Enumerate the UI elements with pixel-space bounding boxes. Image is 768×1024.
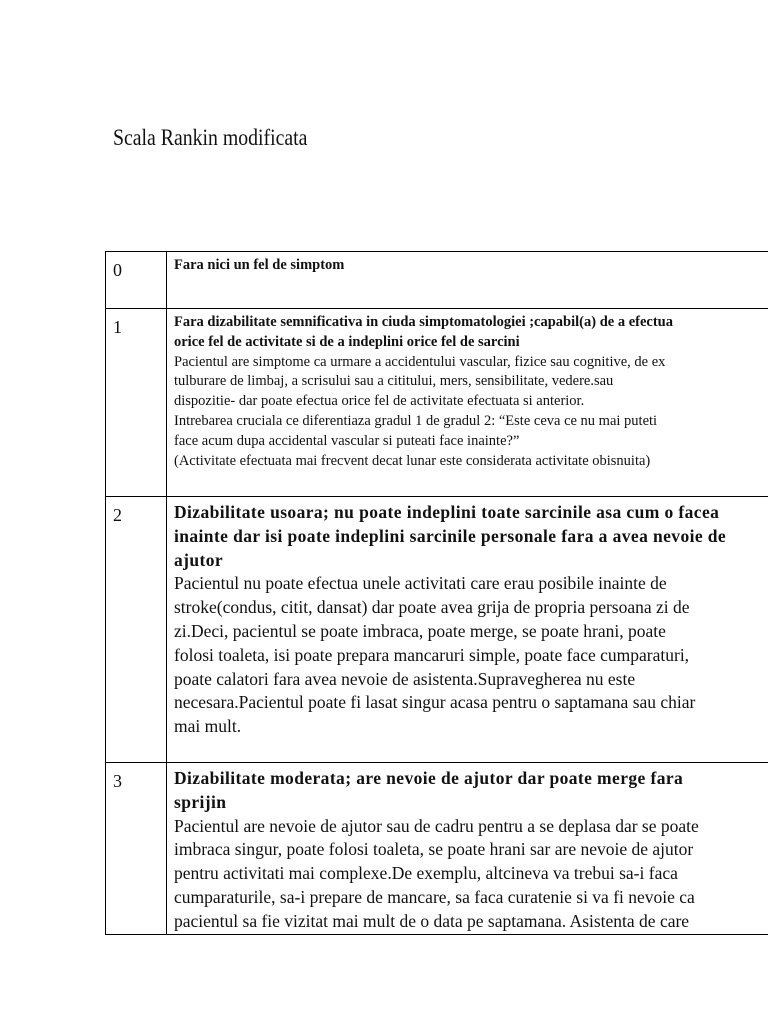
grade-number: 2 — [113, 505, 122, 525]
description-line: zi.Deci, pacientul se poate imbraca, poate merge, se poate hrani, poate — [174, 620, 666, 641]
document-title: Scala Rankin modificata — [113, 125, 308, 150]
description-line: dispozitie- dar poate efectua orice fel de activitate efectuata si anterior. — [174, 393, 585, 410]
description-line: face acum dupa accidental vascular si puteati face inainte?” — [174, 432, 520, 449]
grade-cell — [106, 497, 167, 763]
grade-heading: inainte dar isi poate indeplini sarcinile personale fara a avea nevoie de — [174, 525, 727, 546]
description-line: necesara.Pacientul poate fi lasat singur acasa pentru o saptamana sau chiar — [174, 692, 696, 713]
grade-heading: Dizabilitate usoara; nu poate indeplini toate sarcinile asa cum o facea — [174, 502, 720, 522]
description-line: Pacientul are simptome ca urmare a accidentului vascular, fizice sau cognitive, de ex — [174, 353, 666, 370]
table-row-grade-0 — [106, 252, 768, 309]
table-row-grade-3 — [106, 763, 768, 935]
grade-number: 1 — [113, 317, 122, 337]
description-line: (Activitate efectuata mai frecvent decat lunar este considerata activitate obisnuita) — [174, 452, 651, 469]
description-cell — [167, 497, 768, 763]
description-line: folosi toaleta, isi poate prepara mancaruri simple, poate face cumparaturi, — [174, 644, 690, 665]
grade-cell — [106, 309, 167, 497]
description-line: cumparaturile, sa-i prepare de mancare, sa faca curatenie si va fi nevoie ca — [174, 886, 695, 907]
description-line: Pacientul nu poate efectua unele activitati care erau posibile inainte de — [174, 573, 667, 594]
grade-heading: Dizabilitate moderata; are nevoie de ajutor dar poate merge fara — [174, 768, 684, 788]
description-line: Intrebarea cruciala ce diferentiaza gradul 1 de gradul 2: “Este ceva ce nu mai puteti — [174, 412, 658, 429]
description-line: mai mult. — [174, 716, 242, 737]
description-line: Pacientul are nevoie de ajutor sau de cadru pentru a se deplasa dar se poate — [174, 815, 699, 836]
rankin-scale-table — [105, 251, 768, 935]
grade-cell — [106, 763, 167, 935]
grade-number: 0 — [113, 260, 122, 280]
grade-heading: Fara dizabilitate semnificativa in ciuda simptomatologiei ;capabil(a) de a efectua — [174, 314, 673, 330]
description-cell — [167, 763, 768, 935]
description-line: stroke(condus, citit, dansat) dar poate avea grija de propria persoana zi de — [174, 597, 690, 618]
description-line: imbraca singur, poate folosi toaleta, se poate hrani sar are nevoie de ajutor — [174, 839, 694, 860]
grade-cell — [106, 252, 167, 309]
description-cell — [167, 252, 768, 309]
description-line: pacientul sa fie vizitat mai mult de o data pe saptamana. Asistenta de care — [174, 910, 690, 931]
table-row-grade-2 — [106, 497, 768, 763]
grade-heading: ajutor — [174, 549, 224, 570]
description-line: poate calatori fara avea nevoie de asistenta.Supravegherea nu este — [174, 668, 636, 689]
description-line: tulburare de limbaj, a scrisului sau a cititului, mers, sensibilitate, vedere.sau — [174, 373, 614, 390]
grade-heading: orice fel de activitate si de a indeplini orice fel de sarcini — [174, 333, 520, 350]
grade-heading: Fara nici un fel de simptom — [174, 257, 345, 273]
description-cell — [167, 309, 768, 497]
description-line: pentru activitati mai complexe.De exemplu, altcineva va trebui sa-i faca — [174, 863, 678, 884]
table-row-grade-1 — [106, 309, 768, 497]
grade-heading: sprijin — [174, 791, 227, 812]
grade-number: 3 — [113, 771, 122, 791]
